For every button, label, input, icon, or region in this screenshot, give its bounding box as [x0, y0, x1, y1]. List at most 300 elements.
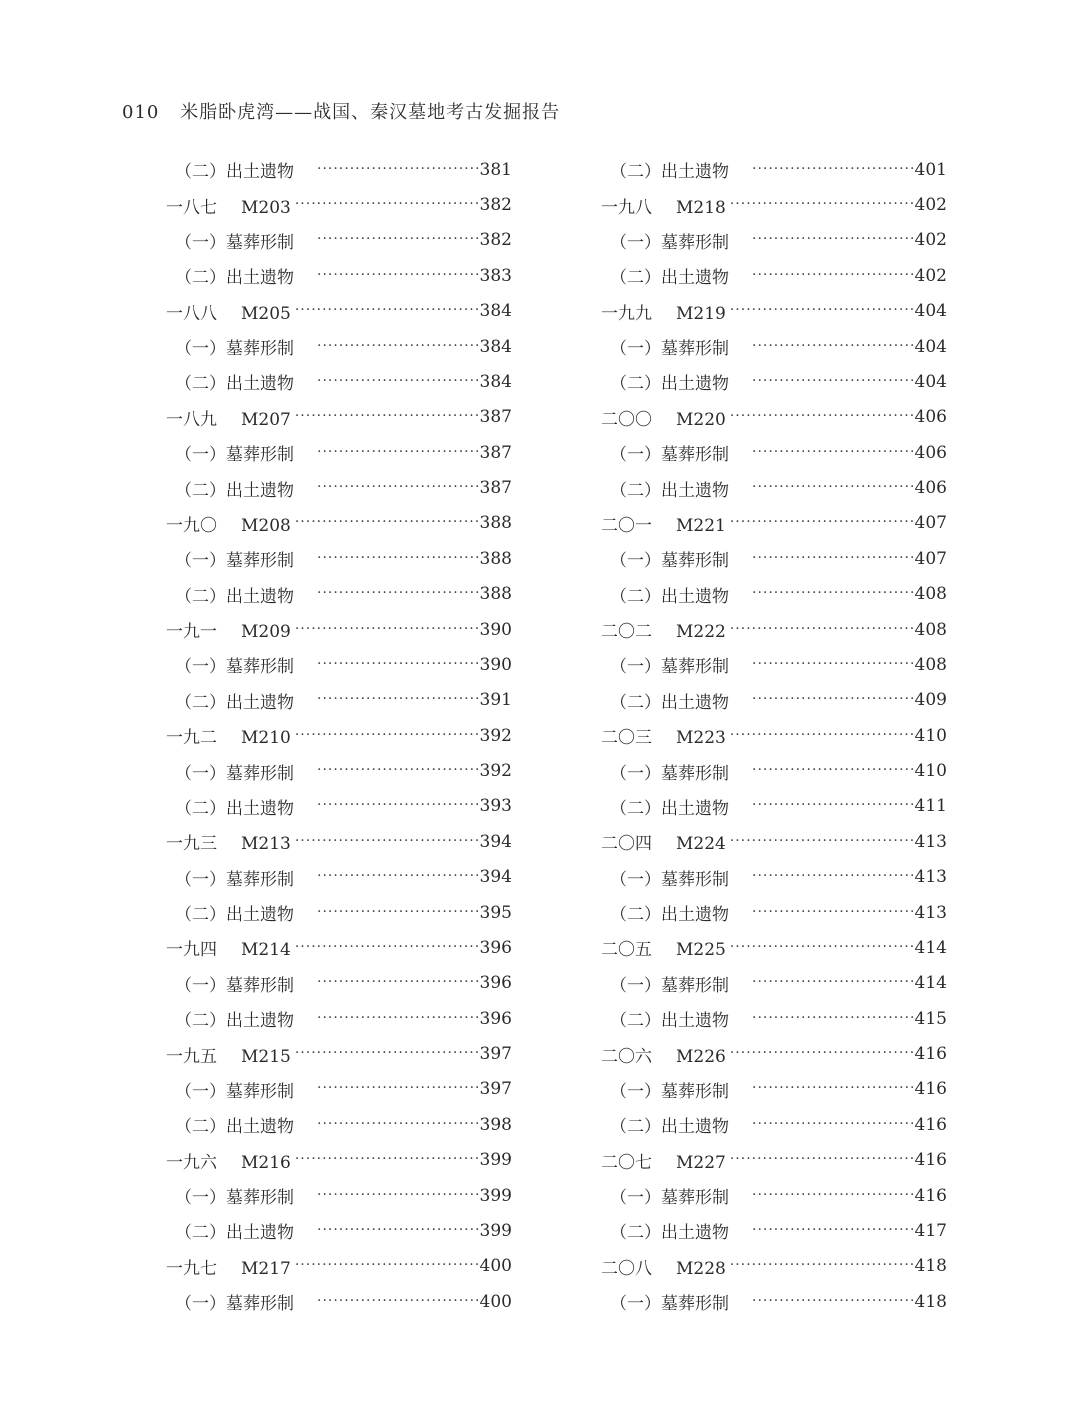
toc-entry-subsection[interactable] [601, 435, 947, 470]
toc-page-number: 394 [479, 831, 512, 852]
toc-entry-subsection[interactable] [601, 577, 947, 612]
toc-page-number: 383 [479, 265, 512, 286]
toc-entry-subsection[interactable] [601, 1072, 947, 1107]
toc-entry-subsection[interactable] [166, 1284, 512, 1319]
toc-entry-subsection[interactable] [601, 1284, 947, 1319]
toc-entry-title: （二）出土遗物 [175, 586, 294, 607]
toc-entry-subsection[interactable] [166, 683, 512, 718]
tomb-id: M226 [676, 1046, 726, 1067]
toc-entry-subsection[interactable] [601, 647, 947, 682]
toc-entry-subsection[interactable] [166, 1107, 512, 1142]
dot-leader [317, 868, 478, 884]
toc-entry-title: （一）墓葬形制 [175, 1294, 294, 1315]
toc-entry-title: （二）出土遗物 [175, 480, 294, 501]
toc-entry-subsection[interactable] [166, 789, 512, 824]
dot-leader [752, 1187, 913, 1203]
dot-leader [730, 408, 913, 424]
dot-leader [295, 939, 478, 955]
section-number: 一八九 [166, 409, 217, 430]
toc-page-number: 384 [479, 371, 512, 392]
toc-entry-title: （一）墓葬形制 [610, 1294, 729, 1315]
toc-entry-title [601, 1254, 726, 1279]
toc-page-number: 397 [479, 1044, 512, 1065]
tomb-id: M216 [241, 1152, 291, 1173]
toc-page-number: 407 [914, 513, 947, 534]
toc-entry-title: （一）墓葬形制 [175, 445, 294, 466]
book-title: 米脂卧虎湾——战国、秦汉墓地考古发掘报告 [180, 102, 561, 123]
toc-entry-title: （一）墓葬形制 [610, 657, 729, 678]
toc-page-number: 413 [914, 831, 947, 852]
toc-entry-subsection[interactable] [166, 753, 512, 788]
dot-leader [752, 1116, 913, 1132]
toc-entry-section[interactable] [601, 718, 947, 753]
dot-leader [317, 797, 478, 813]
dot-leader [752, 231, 913, 247]
toc-entry-subsection[interactable] [601, 329, 947, 364]
dot-leader [295, 1257, 478, 1273]
dot-leader [752, 868, 913, 884]
toc-entry-subsection[interactable] [601, 1178, 947, 1213]
toc-entry-subsection[interactable] [601, 1213, 947, 1248]
toc-page-number: 402 [914, 230, 947, 251]
dot-leader [317, 691, 478, 707]
toc-page-number: 388 [479, 584, 512, 605]
section-number: 一九六 [166, 1152, 217, 1173]
dot-leader [752, 762, 913, 778]
tomb-id: M224 [676, 834, 726, 855]
toc-page-number: 399 [479, 1150, 512, 1171]
toc-entry-title [166, 1042, 291, 1067]
toc-entry-subsection[interactable] [601, 683, 947, 718]
toc-entry-title [601, 617, 726, 642]
toc-entry-subsection[interactable] [166, 895, 512, 930]
tomb-id: M210 [241, 728, 291, 749]
dot-leader [752, 656, 913, 672]
dot-leader [317, 1116, 478, 1132]
toc-entry-title: （二）出土遗物 [610, 798, 729, 819]
toc-page-number: 396 [479, 973, 512, 994]
tomb-id: M221 [676, 515, 726, 536]
dot-leader [752, 373, 913, 389]
toc-entry-title [601, 935, 726, 960]
toc-entry-section[interactable] [166, 824, 512, 859]
dot-leader [295, 727, 478, 743]
tomb-id: M223 [676, 728, 726, 749]
dot-leader [295, 1151, 478, 1167]
toc-entry-subsection[interactable] [166, 1001, 512, 1036]
toc-entry-title [601, 1042, 726, 1067]
dot-leader [752, 1080, 913, 1096]
toc-entry-subsection[interactable] [601, 895, 947, 930]
toc-entry-section[interactable] [166, 294, 512, 329]
toc-page-number: 387 [479, 442, 512, 463]
toc-entry-title: （一）墓葬形制 [610, 551, 729, 572]
dot-leader [317, 904, 478, 920]
dot-leader [752, 585, 913, 601]
section-number: 二〇八 [601, 1258, 652, 1279]
toc-page-number: 411 [914, 796, 947, 817]
dot-leader [752, 1010, 913, 1026]
toc-entry-title [601, 299, 726, 324]
dot-leader [752, 338, 913, 354]
dot-leader [317, 1080, 478, 1096]
toc-entry-title: （一）墓葬形制 [175, 763, 294, 784]
toc-page-number: 404 [914, 301, 947, 322]
toc-entry-title [166, 405, 291, 430]
toc-entry-subsection[interactable] [601, 152, 947, 187]
dot-leader [752, 550, 913, 566]
toc-page-number: 416 [914, 1150, 947, 1171]
toc-page-number: 388 [479, 513, 512, 534]
tomb-id: M217 [241, 1258, 291, 1279]
dot-leader [730, 1257, 913, 1273]
tomb-id: M203 [241, 197, 291, 218]
section-number: 一九〇 [166, 515, 217, 536]
toc-entry-title: （二）出土遗物 [175, 798, 294, 819]
dot-leader [752, 444, 913, 460]
toc-entry-subsection[interactable] [166, 1072, 512, 1107]
toc-entry-title [601, 829, 726, 854]
toc-entry-subsection[interactable] [166, 577, 512, 612]
toc-page-number: 388 [479, 548, 512, 569]
toc-entry-subsection[interactable] [166, 1213, 512, 1248]
toc-page-number: 404 [914, 336, 947, 357]
toc-page-number: 399 [479, 1185, 512, 1206]
toc-page-number: 413 [914, 867, 947, 888]
toc-page-number: 416 [914, 1044, 947, 1065]
toc-page-number: 406 [914, 478, 947, 499]
toc-page-number: 410 [914, 725, 947, 746]
section-number: 二〇六 [601, 1046, 652, 1067]
toc-page-number: 396 [479, 1008, 512, 1029]
toc-entry-title: （二）出土遗物 [175, 1011, 294, 1032]
tomb-id: M213 [241, 834, 291, 855]
dot-leader [317, 974, 478, 990]
tomb-id: M227 [676, 1152, 726, 1173]
dot-leader [317, 231, 478, 247]
dot-leader [295, 408, 478, 424]
toc-page-number: 387 [479, 407, 512, 428]
toc-entry-subsection[interactable] [166, 258, 512, 293]
dot-leader [730, 621, 913, 637]
toc-entry-subsection[interactable] [601, 966, 947, 1001]
section-number: 一九八 [601, 197, 652, 218]
toc-entry-title: （二）出土遗物 [175, 268, 294, 289]
dot-leader [730, 727, 913, 743]
tomb-id: M219 [676, 303, 726, 324]
toc-entry-title [166, 511, 291, 536]
toc-page-number: 382 [479, 230, 512, 251]
toc-entry-section[interactable] [601, 400, 947, 435]
tomb-id: M218 [676, 197, 726, 218]
toc-page-number: 390 [479, 654, 512, 675]
dot-leader [317, 1222, 478, 1238]
page-number: 010 [122, 102, 160, 123]
toc-page-number: 418 [914, 1256, 947, 1277]
toc-entry-title [166, 829, 291, 854]
toc-page-number: 396 [479, 937, 512, 958]
toc-entry-title: （二）出土遗物 [610, 1011, 729, 1032]
toc-entry-title [166, 1254, 291, 1279]
dot-leader [752, 797, 913, 813]
toc-page-number: 408 [914, 654, 947, 675]
section-number: 一九四 [166, 940, 217, 961]
toc-entry-title: （二）出土遗物 [175, 162, 294, 183]
dot-leader [730, 196, 913, 212]
toc-entry-title: （一）墓葬形制 [610, 1081, 729, 1102]
dot-leader [730, 302, 913, 318]
toc-page-number: 414 [914, 973, 947, 994]
toc-entry-title: （一）墓葬形制 [175, 339, 294, 360]
tomb-id: M215 [241, 1046, 291, 1067]
toc-page-number: 392 [479, 761, 512, 782]
toc-entry-title [166, 1148, 291, 1173]
toc-entry-subsection[interactable] [601, 1107, 947, 1142]
dot-leader [752, 1222, 913, 1238]
toc-entry-title: （一）墓葬形制 [610, 869, 729, 890]
dot-leader [730, 939, 913, 955]
toc-entry-title: （一）墓葬形制 [610, 232, 729, 253]
toc-entry-title: （一）墓葬形制 [175, 1081, 294, 1102]
section-number: 一八七 [166, 197, 217, 218]
toc-page-number: 416 [914, 1185, 947, 1206]
section-number: 一九七 [166, 1258, 217, 1279]
toc-entry-title: （一）墓葬形制 [610, 763, 729, 784]
dot-leader [317, 161, 478, 177]
tomb-id: M208 [241, 515, 291, 536]
toc-entry-title [601, 1148, 726, 1173]
toc-entry-title: （二）出土遗物 [610, 162, 729, 183]
toc-page-number: 415 [914, 1008, 947, 1029]
toc-entry-title [166, 935, 291, 960]
toc-entry-title: （一）墓葬形制 [610, 445, 729, 466]
toc-page-number: 384 [479, 336, 512, 357]
section-number: 二〇七 [601, 1152, 652, 1173]
toc-entry-section[interactable] [166, 612, 512, 647]
tomb-id: M207 [241, 409, 291, 430]
toc-entry-section[interactable] [166, 718, 512, 753]
toc-entry-subsection[interactable] [601, 541, 947, 576]
toc-entry-title [601, 405, 726, 430]
dot-leader [730, 833, 913, 849]
dot-leader [317, 1293, 478, 1309]
section-number: 一九二 [166, 728, 217, 749]
toc-entry-subsection[interactable] [166, 329, 512, 364]
toc-page-number: 406 [914, 407, 947, 428]
toc-entry-title [166, 299, 291, 324]
toc-entry-title [166, 723, 291, 748]
toc-page-number: 417 [914, 1220, 947, 1241]
toc-entry-title: （二）出土遗物 [175, 374, 294, 395]
toc-entry-section[interactable] [601, 294, 947, 329]
toc-entry-subsection[interactable] [166, 435, 512, 470]
toc-page-number: 407 [914, 548, 947, 569]
toc-entry-subsection[interactable] [601, 258, 947, 293]
section-number: 一九九 [601, 303, 652, 324]
toc-entry-section[interactable] [601, 1143, 947, 1178]
dot-leader [317, 444, 478, 460]
toc-entry-subsection[interactable] [601, 470, 947, 505]
dot-leader [295, 621, 478, 637]
toc-entry-title: （二）出土遗物 [175, 905, 294, 926]
dot-leader [317, 479, 478, 495]
toc-entry-section[interactable] [601, 506, 947, 541]
dot-leader [317, 338, 478, 354]
tomb-id: M222 [676, 622, 726, 643]
toc-entry-title [166, 617, 291, 642]
toc-entry-title: （二）出土遗物 [610, 1223, 729, 1244]
toc-entry-title: （二）出土遗物 [610, 586, 729, 607]
toc-entry-title: （二）出土遗物 [610, 905, 729, 926]
toc-page-number: 382 [479, 195, 512, 216]
toc-page-number: 408 [914, 619, 947, 640]
toc-page-number: 404 [914, 371, 947, 392]
dot-leader [317, 762, 478, 778]
toc-entry-section[interactable] [166, 1036, 512, 1071]
dot-leader [752, 691, 913, 707]
toc-entry-title: （二）出土遗物 [610, 692, 729, 713]
toc-entry-title: （一）墓葬形制 [610, 1188, 729, 1209]
dot-leader [295, 833, 478, 849]
toc-page-number: 408 [914, 584, 947, 605]
dot-leader [752, 267, 913, 283]
section-number: 一九一 [166, 622, 217, 643]
dot-leader [752, 974, 913, 990]
toc-page-number: 401 [914, 159, 947, 180]
toc-entry-title: （二）出土遗物 [175, 1117, 294, 1138]
toc-entry-section[interactable] [166, 1249, 512, 1284]
section-number: 一九三 [166, 834, 217, 855]
toc-entry-section[interactable] [601, 1249, 947, 1284]
toc-page-number: 384 [479, 301, 512, 322]
toc-entry-title: （一）墓葬形制 [175, 657, 294, 678]
toc-entry-title [601, 511, 726, 536]
toc-entry-subsection[interactable] [166, 647, 512, 682]
toc-page-number: 397 [479, 1079, 512, 1100]
toc-page-number: 395 [479, 902, 512, 923]
toc-entry-title: （一）墓葬形制 [175, 975, 294, 996]
toc-entry-section[interactable] [601, 1036, 947, 1071]
toc-entry-subsection[interactable] [601, 860, 947, 895]
toc-entry-title: （一）墓葬形制 [610, 339, 729, 360]
running-header [122, 98, 560, 124]
toc-entry-title: （二）出土遗物 [175, 692, 294, 713]
toc-entry-title: （一）墓葬形制 [175, 551, 294, 572]
toc-entry-title: （一）墓葬形制 [610, 975, 729, 996]
dot-leader [317, 1187, 478, 1203]
dot-leader [730, 1151, 913, 1167]
toc-page-number: 399 [479, 1220, 512, 1241]
toc-entry-subsection[interactable] [166, 470, 512, 505]
toc-entry-title: （二）出土遗物 [610, 480, 729, 501]
toc-entry-subsection[interactable] [166, 541, 512, 576]
toc-page-number: 416 [914, 1114, 947, 1135]
dot-leader [295, 196, 478, 212]
dot-leader [317, 656, 478, 672]
toc-entry-subsection[interactable] [166, 966, 512, 1001]
section-number: 二〇二 [601, 622, 652, 643]
toc-entry-subsection[interactable] [601, 364, 947, 399]
toc-column-left [166, 152, 512, 1319]
section-number: 二〇三 [601, 728, 652, 749]
toc-entry-section[interactable] [166, 930, 512, 965]
dot-leader [730, 514, 913, 530]
tomb-id: M209 [241, 622, 291, 643]
toc-page-number: 381 [479, 159, 512, 180]
toc-entry-title: （二）出土遗物 [175, 1223, 294, 1244]
tomb-id: M205 [241, 303, 291, 324]
section-number: 二〇四 [601, 834, 652, 855]
toc-page-number: 387 [479, 478, 512, 499]
toc-entry-subsection[interactable] [166, 1178, 512, 1213]
section-number: 二〇五 [601, 940, 652, 961]
toc-entry-section[interactable] [601, 187, 947, 222]
dot-leader [317, 585, 478, 601]
toc-entry-title: （二）出土遗物 [610, 268, 729, 289]
tomb-id: M228 [676, 1258, 726, 1279]
toc-page-number: 406 [914, 442, 947, 463]
toc-page-number: 400 [479, 1291, 512, 1312]
tomb-id: M225 [676, 940, 726, 961]
dot-leader [317, 550, 478, 566]
toc-entry-subsection[interactable] [166, 152, 512, 187]
toc-page-number: 400 [479, 1256, 512, 1277]
toc-entry-title [166, 193, 291, 218]
toc-page-number: 410 [914, 761, 947, 782]
toc-entry-subsection[interactable] [166, 860, 512, 895]
toc-page-number: 393 [479, 796, 512, 817]
toc-page-number: 390 [479, 619, 512, 640]
dot-leader [752, 1293, 913, 1309]
toc-entry-section[interactable] [601, 930, 947, 965]
toc-page-number: 409 [914, 690, 947, 711]
toc-entry-section[interactable] [601, 824, 947, 859]
toc-entry-title: （一）墓葬形制 [175, 1188, 294, 1209]
toc-page-number: 413 [914, 902, 947, 923]
toc-entry-section[interactable] [166, 400, 512, 435]
section-number: 一八八 [166, 303, 217, 324]
dot-leader [752, 479, 913, 495]
toc-page-number: 398 [479, 1114, 512, 1135]
dot-leader [752, 161, 913, 177]
dot-leader [317, 1010, 478, 1026]
section-number: 二〇一 [601, 515, 652, 536]
tomb-id: M214 [241, 940, 291, 961]
toc-entry-title [601, 723, 726, 748]
dot-leader [752, 904, 913, 920]
toc-entry-section[interactable] [601, 612, 947, 647]
toc-entry-subsection[interactable] [601, 223, 947, 258]
toc-entry-subsection[interactable] [166, 223, 512, 258]
dot-leader [295, 1045, 478, 1061]
toc-page-number: 418 [914, 1291, 947, 1312]
dot-leader [295, 514, 478, 530]
toc-entry-subsection[interactable] [166, 364, 512, 399]
toc-entry-subsection[interactable] [601, 1001, 947, 1036]
toc-entry-subsection[interactable] [601, 753, 947, 788]
toc-entry-subsection[interactable] [601, 789, 947, 824]
toc-page-number: 394 [479, 867, 512, 888]
section-number: 二〇〇 [601, 409, 652, 430]
toc-column-right [601, 152, 947, 1319]
toc-entry-section[interactable] [166, 187, 512, 222]
toc-entry-section[interactable] [166, 1143, 512, 1178]
toc-entry-section[interactable] [166, 506, 512, 541]
toc-page-number: 391 [479, 690, 512, 711]
toc-entry-title: （二）出土遗物 [610, 1117, 729, 1138]
toc-entry-title [601, 193, 726, 218]
toc-page-number: 414 [914, 937, 947, 958]
